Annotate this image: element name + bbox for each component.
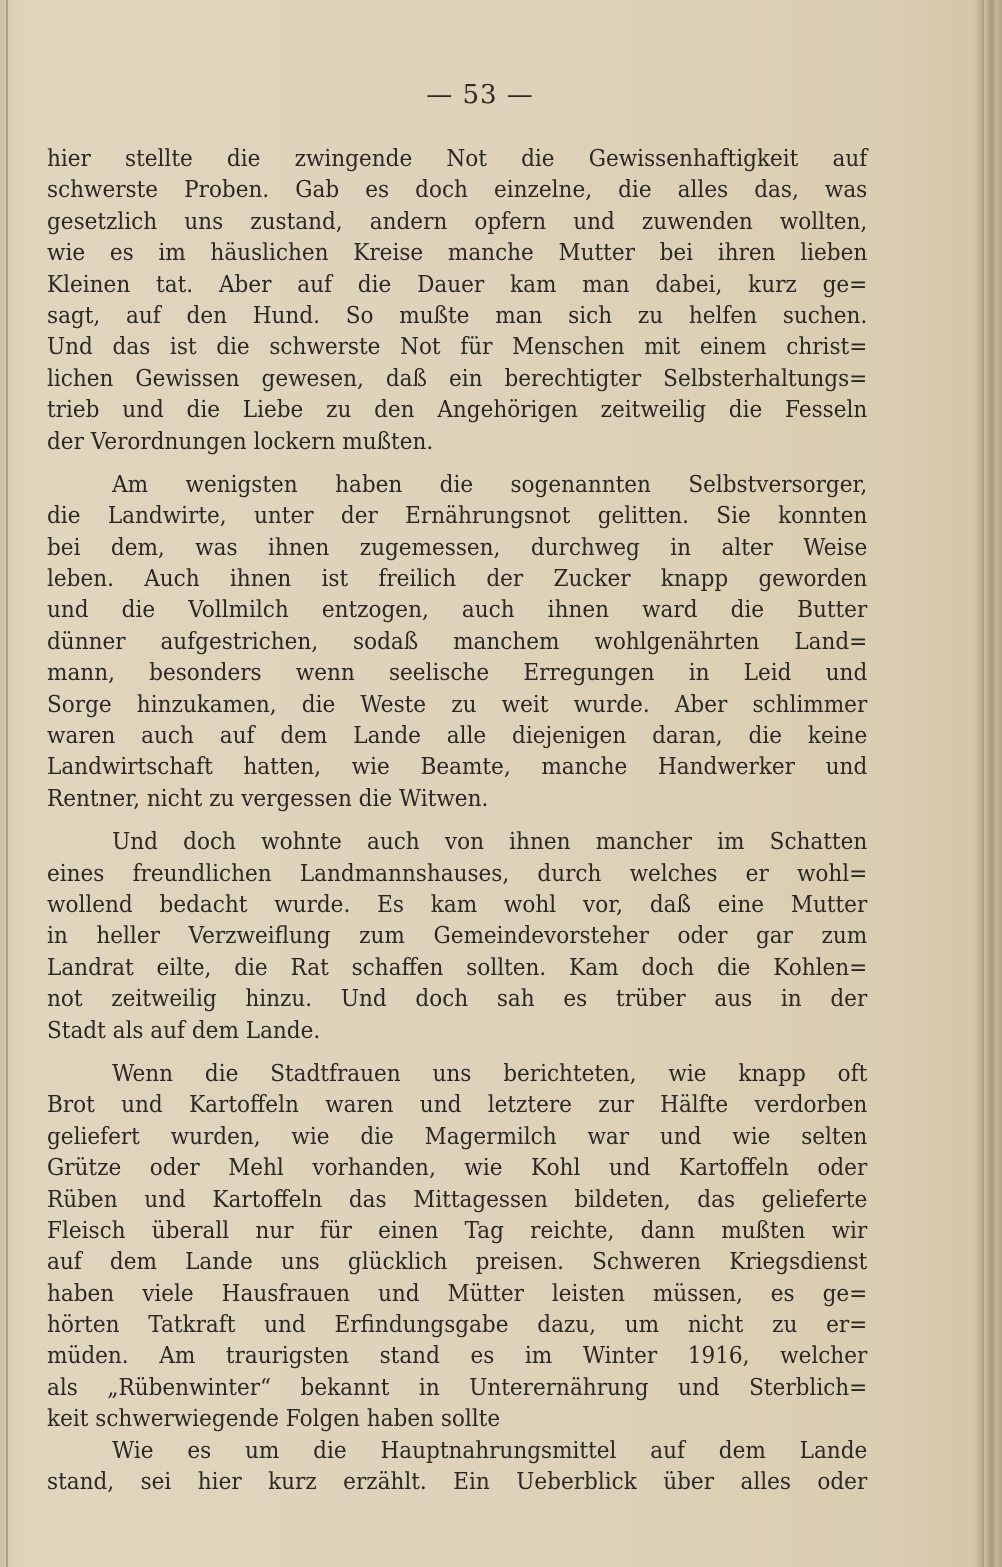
text-line: in heller Verzweiflung zum Gemeindevorsteher oder gar zum bbox=[47, 922, 868, 950]
text-line: Und das ist die schwerste Not für Menschen mit einem christ= bbox=[47, 333, 868, 361]
text-line: schwerste Proben. Gab es doch einzelne, die alles das, was bbox=[47, 176, 868, 204]
text-line: Rentner, nicht zu vergessen die Witwen. bbox=[47, 784, 489, 812]
text-line: mann, besonders wenn seelische Erregungen in Leid und bbox=[47, 659, 868, 687]
paragraph-5 bbox=[47, 1435, 867, 1498]
text-line: als „Rübenwinter“ bekannt in Unterernährung und Sterblich= bbox=[47, 1373, 868, 1401]
text-line: leben. Auch ihnen ist freilich der Zucker knapp geworden bbox=[47, 565, 868, 593]
text-line: hörten Tatkraft und Erfindungsgabe dazu, um nicht zu er= bbox=[47, 1311, 868, 1339]
paragraph-1 bbox=[47, 143, 867, 457]
text-line: sagt, auf den Hund. So mußte man sich zu helfen suchen. bbox=[47, 301, 868, 329]
text-line: lichen Gewissen gewesen, daß ein berechtigter Selbsterhaltungs= bbox=[47, 364, 868, 392]
text-line: wie es im häuslichen Kreise manche Mutter bei ihren lieben bbox=[47, 239, 868, 267]
text-line: geliefert wurden, wie die Magermilch war und wie selten bbox=[47, 1122, 868, 1150]
text-line: Brot und Kartoffeln waren und letztere zur Hälfte verdorben bbox=[47, 1091, 868, 1119]
text-line: Sorge hinzukamen, die Weste zu weit wurde. Aber schlimmer bbox=[47, 690, 868, 718]
text-line: Rüben und Kartoffeln das Mittagessen bildeten, das gelieferte bbox=[47, 1185, 868, 1213]
text-line: haben viele Hausfrauen und Mütter leisten müssen, es ge= bbox=[47, 1279, 868, 1307]
text-line: der Verordnungen lockern mußten. bbox=[47, 427, 434, 455]
text-line: die Landwirte, unter der Ernährungsnot gelitten. Sie konnten bbox=[47, 502, 868, 530]
text-line: keit schwerwiegende Folgen haben sollte bbox=[47, 1405, 501, 1433]
text-line: not zeitweilig hinzu. Und doch sah es trüber aus in der bbox=[47, 985, 868, 1013]
paragraph-gap bbox=[47, 1046, 867, 1058]
paragraph-2 bbox=[47, 469, 867, 814]
text-line: waren auch auf dem Lande alle diejenigen daran, die keine bbox=[47, 722, 868, 750]
text-line: eines freundlichen Landmannshauses, durch welches er wohl= bbox=[47, 859, 868, 887]
page-number: — 53 — bbox=[426, 80, 534, 110]
text-line: Wenn die Stadtfrauen uns berichteten, wie knapp oft bbox=[112, 1059, 868, 1087]
text-line: Und doch wohnte auch von ihnen mancher im Schatten bbox=[112, 828, 868, 856]
paragraph-4 bbox=[47, 1058, 867, 1435]
page-edge-line bbox=[982, 0, 984, 1567]
text-line: hier stellte die zwingende Not die Gewissenhaftigkeit auf bbox=[47, 145, 868, 172]
text-line: trieb und die Liebe zu den Angehörigen zeitweilig die Fesseln bbox=[47, 396, 868, 424]
text-line: Landwirtschaft hatten, wie Beamte, manche Handwerker und bbox=[47, 753, 868, 781]
text-line: bei dem, was ihnen zugemessen, durchweg in alter Weise bbox=[47, 533, 868, 561]
text-line: wollend bedacht wurde. Es kam wohl vor, daß eine Mutter bbox=[47, 890, 868, 918]
page-gutter-line bbox=[6, 0, 8, 1567]
text-line: Am wenigsten haben die sogenannten Selbstversorger, bbox=[112, 470, 868, 498]
body-text bbox=[47, 143, 867, 1497]
text-line: Fleisch überall nur für einen Tag reichte, dann mußten wir bbox=[47, 1216, 868, 1244]
text-line: Landrat eilte, die Rat schaffen sollten. Kam doch die Kohlen= bbox=[47, 953, 868, 981]
paragraph-gap bbox=[47, 457, 867, 469]
text-line: gesetzlich uns zustand, andern opfern und zuwenden wollten, bbox=[47, 207, 868, 235]
text-line: stand, sei hier kurz erzählt. Ein Ueberblick über alles oder bbox=[47, 1468, 868, 1496]
paragraph-gap bbox=[47, 814, 867, 826]
text-line: dünner aufgestrichen, sodaß manchem wohlgenährten Land= bbox=[47, 627, 868, 655]
text-line: Grütze oder Mehl vorhanden, wie Kohl und Kartoffeln oder bbox=[47, 1154, 868, 1182]
text-line: Wie es um die Hauptnahrungsmittel auf dem Lande bbox=[112, 1436, 868, 1464]
text-line: auf dem Lande uns glücklich preisen. Schweren Kriegsdienst bbox=[47, 1248, 868, 1276]
text-line: müden. Am traurigsten stand es im Winter 1916, welcher bbox=[47, 1342, 868, 1370]
text-line: Stadt als auf dem Lande. bbox=[47, 1016, 321, 1044]
paragraph-3 bbox=[47, 826, 867, 1046]
text-line: Kleinen tat. Aber auf die Dauer kam man dabei, kurz ge= bbox=[47, 270, 868, 298]
text-line: und die Vollmilch entzogen, auch ihnen ward die Butter bbox=[47, 596, 868, 624]
